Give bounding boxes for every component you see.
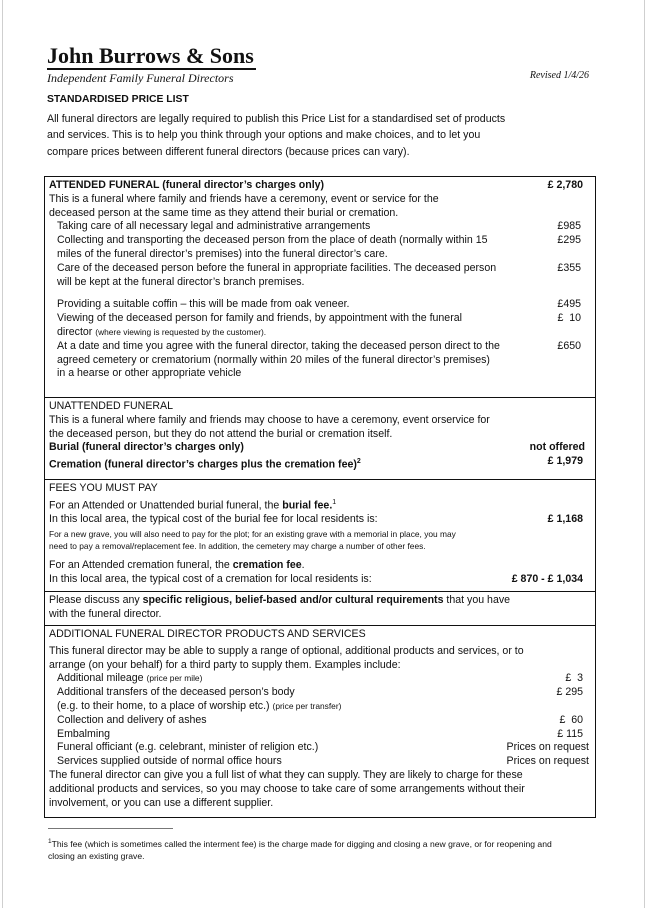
requirements-line xyxy=(49,594,591,608)
hearse-label-cont: agreed cemetery or crematorium (normally within 20 miles of the funeral director’s premises) xyxy=(57,353,490,366)
outside-hours-price: Prices on request xyxy=(506,755,589,768)
care-price: £355 xyxy=(557,261,581,274)
closing-line: additional products and services, so you may choose to take care of some arrangements without their xyxy=(49,782,525,795)
viewing-label: Viewing of the deceased person for family and friends, by appointment with the funeral xyxy=(57,312,462,325)
viewing-price: £ 10 xyxy=(557,312,581,325)
outside-hours-row xyxy=(49,755,591,769)
cremation-fee-intro-end: . xyxy=(301,558,305,571)
transfers-note: (price per transfer) xyxy=(272,700,342,711)
transfers-price: £ 295 xyxy=(556,686,583,699)
intro-text-line: All funeral directors are legally required to publish this Price List for a standardised set of products xyxy=(47,112,506,125)
coffin-price: £495 xyxy=(557,298,581,311)
burial-fee-row xyxy=(49,513,591,527)
legal-label: Taking care of all necessary legal and administrative arrangements xyxy=(57,220,371,233)
unattended-title: UNATTENDED FUNERAL xyxy=(49,400,173,412)
cremation-fee-label: In this local area, the typical cost of a cremation for local residents is: xyxy=(49,572,372,585)
requirements-text-end: that you have xyxy=(443,594,511,606)
hearse-row xyxy=(49,340,591,354)
burial-fee-note-line: need to pay a removal/replacement fee. In addition, the cemetery may charge a number of other fees. xyxy=(49,540,426,551)
company-subtitle: Independent Family Funeral Directors xyxy=(47,71,234,85)
care-label: Care of the deceased person before the funeral in appropriate facilities. The deceased person xyxy=(57,261,497,274)
hearse-label-cont: in a hearse or other appropriate vehicle xyxy=(57,367,242,380)
attended-desc-line: This is a funeral where family and friends have a ceremony, event or service for the xyxy=(49,192,439,205)
page-edge xyxy=(644,0,645,908)
transport-label-cont: miles of the funeral director’s premises) into the funeral director’s care. xyxy=(57,247,388,260)
ashes-price: £ 60 xyxy=(559,713,583,726)
closing-line: The funeral director can give you a full list of what they can supply. They are likely to charge for these xyxy=(49,768,523,781)
mileage-label: Additional mileage xyxy=(57,672,144,685)
coffin-row xyxy=(49,298,591,312)
ashes-row xyxy=(49,714,591,728)
mileage-price: £ 3 xyxy=(565,672,583,685)
burial-fee-intro-text: For an Attended or Unattended burial funeral, the xyxy=(49,499,283,512)
attended-title: ATTENDED FUNERAL (funeral director’s charges only) xyxy=(49,179,325,191)
unattended-desc-line: the deceased person, but they do not attend the burial or cremation itself. xyxy=(49,427,393,440)
fees-section xyxy=(44,480,596,592)
attended-total-price: £ 2,780 xyxy=(547,179,583,191)
transfers-label: Additional transfers of the deceased person’s body xyxy=(57,686,295,699)
unattended-funeral-section xyxy=(44,398,596,480)
coffin-label: Providing a suitable coffin – this will be made from oak veneer. xyxy=(57,298,350,311)
mileage-row xyxy=(49,672,591,686)
footnote xyxy=(48,836,598,862)
spacer xyxy=(49,289,591,298)
officiant-row xyxy=(49,741,591,755)
spacer xyxy=(49,552,591,559)
ashes-label: Collection and delivery of ashes xyxy=(57,713,207,726)
transport-row xyxy=(49,234,591,248)
transport-price: £295 xyxy=(557,234,581,247)
attended-funeral-section xyxy=(44,176,596,398)
cremation-fee-price: £ 870 - £ 1,034 xyxy=(511,572,583,585)
burial-fee-intro xyxy=(49,496,591,513)
viewing-label-cont xyxy=(49,326,591,340)
burial-price: not offered xyxy=(529,441,585,454)
additional-services-section xyxy=(44,626,596,818)
intro-text-line: and services. This is to help you think through your options and make choices, and to let you xyxy=(47,129,481,141)
additional-title: ADDITIONAL FUNERAL DIRECTOR PRODUCTS AND SERVICES xyxy=(49,628,366,640)
transport-label: Collecting and transporting the deceased person from the place of death (normally within 15 xyxy=(57,234,488,247)
cremation-label: Cremation (funeral director’s charges plus the cremation fee) xyxy=(49,458,357,471)
footnote-ref: 1 xyxy=(332,498,337,506)
viewing-note: (where viewing is requested by the customer). xyxy=(95,326,267,337)
fees-title: FEES YOU MUST PAY xyxy=(49,482,158,494)
legal-price: £985 xyxy=(557,220,581,233)
cremation-fee-row xyxy=(49,573,591,587)
transfers-row xyxy=(49,686,591,700)
care-row xyxy=(49,262,591,276)
officiant-label: Funeral officiant (e.g. celebrant, minister of religion etc.) xyxy=(57,741,319,754)
page-edge xyxy=(2,0,3,908)
officiant-price: Prices on request xyxy=(506,741,589,754)
cremation-price: £ 1,979 xyxy=(547,455,583,468)
requirements-emphasis: specific religious, belief-based and/or cultural requirements xyxy=(142,594,444,606)
intro-text-line: compare prices between different funeral directors (because prices can vary). xyxy=(47,145,410,158)
burial-fee-label: In this local area, the typical cost of the burial fee for local residents is: xyxy=(49,513,378,526)
revision-date: Revised 1/4/26 xyxy=(529,70,589,81)
cremation-fee-intro xyxy=(49,559,591,573)
viewing-row xyxy=(49,312,591,326)
company-name: John Burrows & Sons xyxy=(47,43,254,68)
transfers-label-cont xyxy=(49,700,591,714)
document-header xyxy=(47,44,607,85)
hearse-label: At a date and time you agree with the funeral director, taking the deceased person direct to the xyxy=(57,339,500,352)
burial-fee-price: £ 1,168 xyxy=(547,513,583,526)
requirements-section xyxy=(44,592,596,626)
footnote-text: closing an existing grave. xyxy=(48,850,145,861)
transfers-example: (e.g. to their home, to a place of worship etc.) xyxy=(57,699,270,712)
footnote-text: This fee (which is sometimes called the interment fee) is the charge made for digging and closing a new grave, or for reopening and xyxy=(51,838,552,849)
unattended-desc-line: This is a funeral where family and friends may choose to have a ceremony, event orservice for xyxy=(49,413,490,426)
embalming-label: Embalming xyxy=(57,727,110,740)
cremation-fee-term: cremation fee xyxy=(232,558,302,571)
embalming-row xyxy=(49,728,591,742)
legal-row xyxy=(49,220,591,234)
intro-section xyxy=(47,92,595,160)
requirements-line-2: with the funeral director. xyxy=(49,607,162,620)
care-label-cont: will be kept at the funeral director’s branch premises. xyxy=(57,275,305,288)
additional-desc-line: This funeral director may be able to supply a range of optional, additional products and services, or to xyxy=(49,644,524,657)
burial-label: Burial (funeral director’s charges only) xyxy=(49,441,244,454)
viewing-label-end: director xyxy=(57,325,93,338)
footnote-ref: 2 xyxy=(356,458,361,466)
attended-desc-line: deceased person at the same time as they attend their burial or cremation. xyxy=(49,206,399,219)
price-list-title: STANDARDISED PRICE LIST xyxy=(47,94,189,105)
closing-line: involvement, or you can use a different supplier. xyxy=(49,796,274,809)
burial-row xyxy=(49,441,591,455)
attended-title-row xyxy=(49,179,591,193)
hearse-price: £650 xyxy=(557,339,581,352)
additional-desc-line: arrange (on your behalf) for a third party to supply them. Examples include: xyxy=(49,658,401,671)
cremation-fee-intro-text: For an Attended cremation funeral, the xyxy=(49,558,233,571)
outside-hours-label: Services supplied outside of normal office hours xyxy=(57,755,282,768)
burial-fee-note xyxy=(49,528,591,552)
burial-fee-term: burial fee. xyxy=(282,499,333,512)
footnote-marker: 1 xyxy=(48,838,52,845)
embalming-price: £ 115 xyxy=(557,727,583,740)
cremation-row xyxy=(49,455,591,472)
footnote-divider xyxy=(48,828,173,829)
burial-fee-note-line: For a new grave, you will also need to pay for the plot; for an existing grave with a memorial in place, you may xyxy=(49,528,456,539)
requirements-text: Please discuss any xyxy=(49,594,143,606)
mileage-note: (price per mile) xyxy=(146,673,203,684)
